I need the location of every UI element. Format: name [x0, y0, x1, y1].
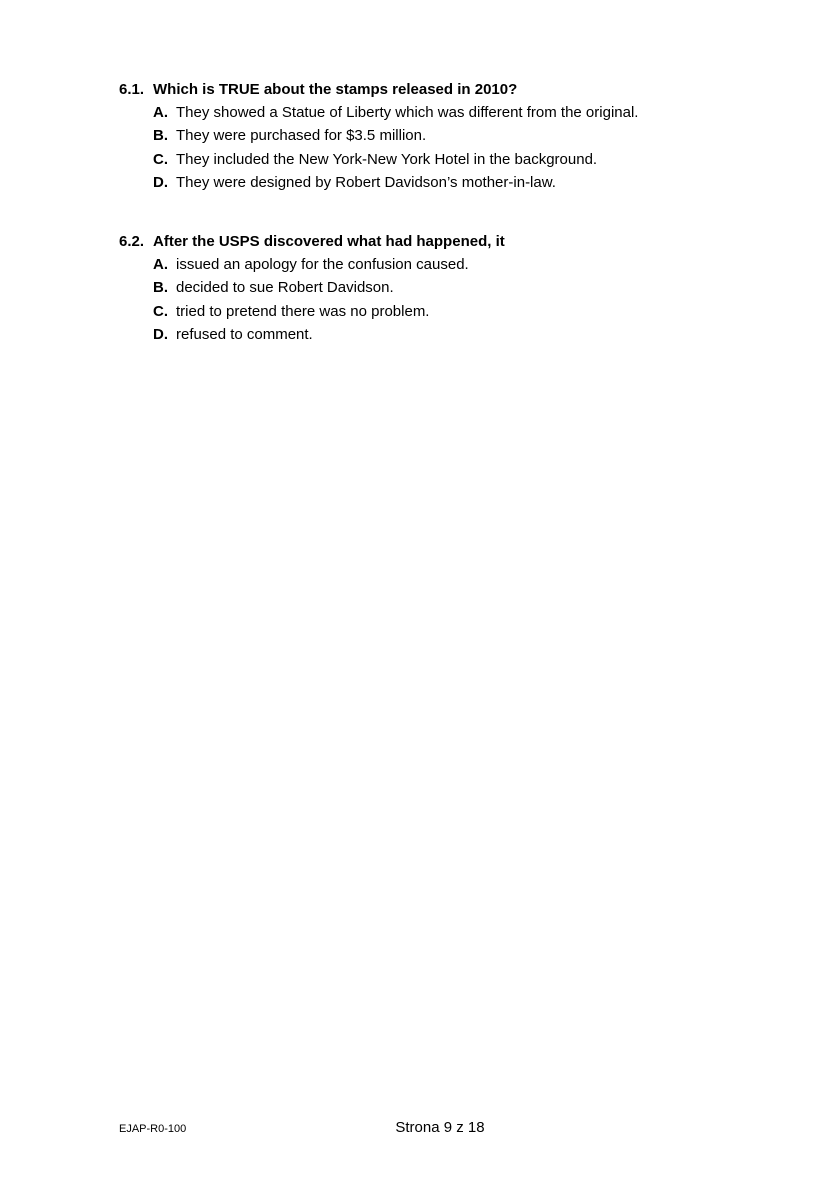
- question-heading: [119, 230, 779, 253]
- answer-option-a: [153, 101, 779, 124]
- option-text: tried to pretend there was no problem.: [176, 302, 430, 320]
- option-letter: D.: [153, 173, 168, 191]
- option-text: They were purchased for $3.5 million.: [176, 127, 427, 145]
- answer-option-a: [153, 253, 779, 276]
- question-6-2: [119, 230, 779, 346]
- option-letter: A.: [153, 104, 168, 121]
- answer-option-b: [153, 124, 779, 147]
- option-letter: A.: [153, 256, 168, 273]
- page-number: Strona 9 z 18: [395, 1119, 485, 1136]
- question-number: 6.2.: [119, 233, 145, 250]
- option-letter: B.: [153, 279, 168, 297]
- answer-options: [119, 253, 779, 346]
- option-text: refused to comment.: [176, 325, 313, 343]
- question-number: 6.1.: [119, 81, 145, 98]
- answer-option-c: [153, 148, 779, 171]
- option-text: They showed a Statue of Liberty which was different from the original.: [176, 104, 639, 121]
- question-6-1: [119, 78, 779, 194]
- exam-code: EJAP-R0-100: [119, 1123, 187, 1135]
- answer-option-d: [153, 171, 779, 194]
- question-heading: [119, 78, 779, 101]
- option-text: They included the New York-New York Hotel in the background.: [176, 150, 598, 168]
- option-letter: C.: [153, 150, 168, 168]
- option-text: They were designed by Robert Davidson’s mother-in-law.: [176, 173, 556, 191]
- option-text: issued an apology for the confusion caused.: [176, 256, 469, 273]
- option-text: decided to sue Robert Davidson.: [176, 279, 394, 297]
- option-letter: D.: [153, 325, 168, 343]
- answer-option-c: [153, 300, 779, 323]
- question-text: After the USPS discovered what had happened, it: [153, 233, 505, 250]
- answer-options: [119, 101, 779, 194]
- option-letter: C.: [153, 302, 168, 320]
- answer-option-d: [153, 323, 779, 346]
- answer-option-b: [153, 276, 779, 299]
- option-letter: B.: [153, 127, 168, 145]
- question-text: Which is TRUE about the stamps released in 2010?: [153, 81, 518, 98]
